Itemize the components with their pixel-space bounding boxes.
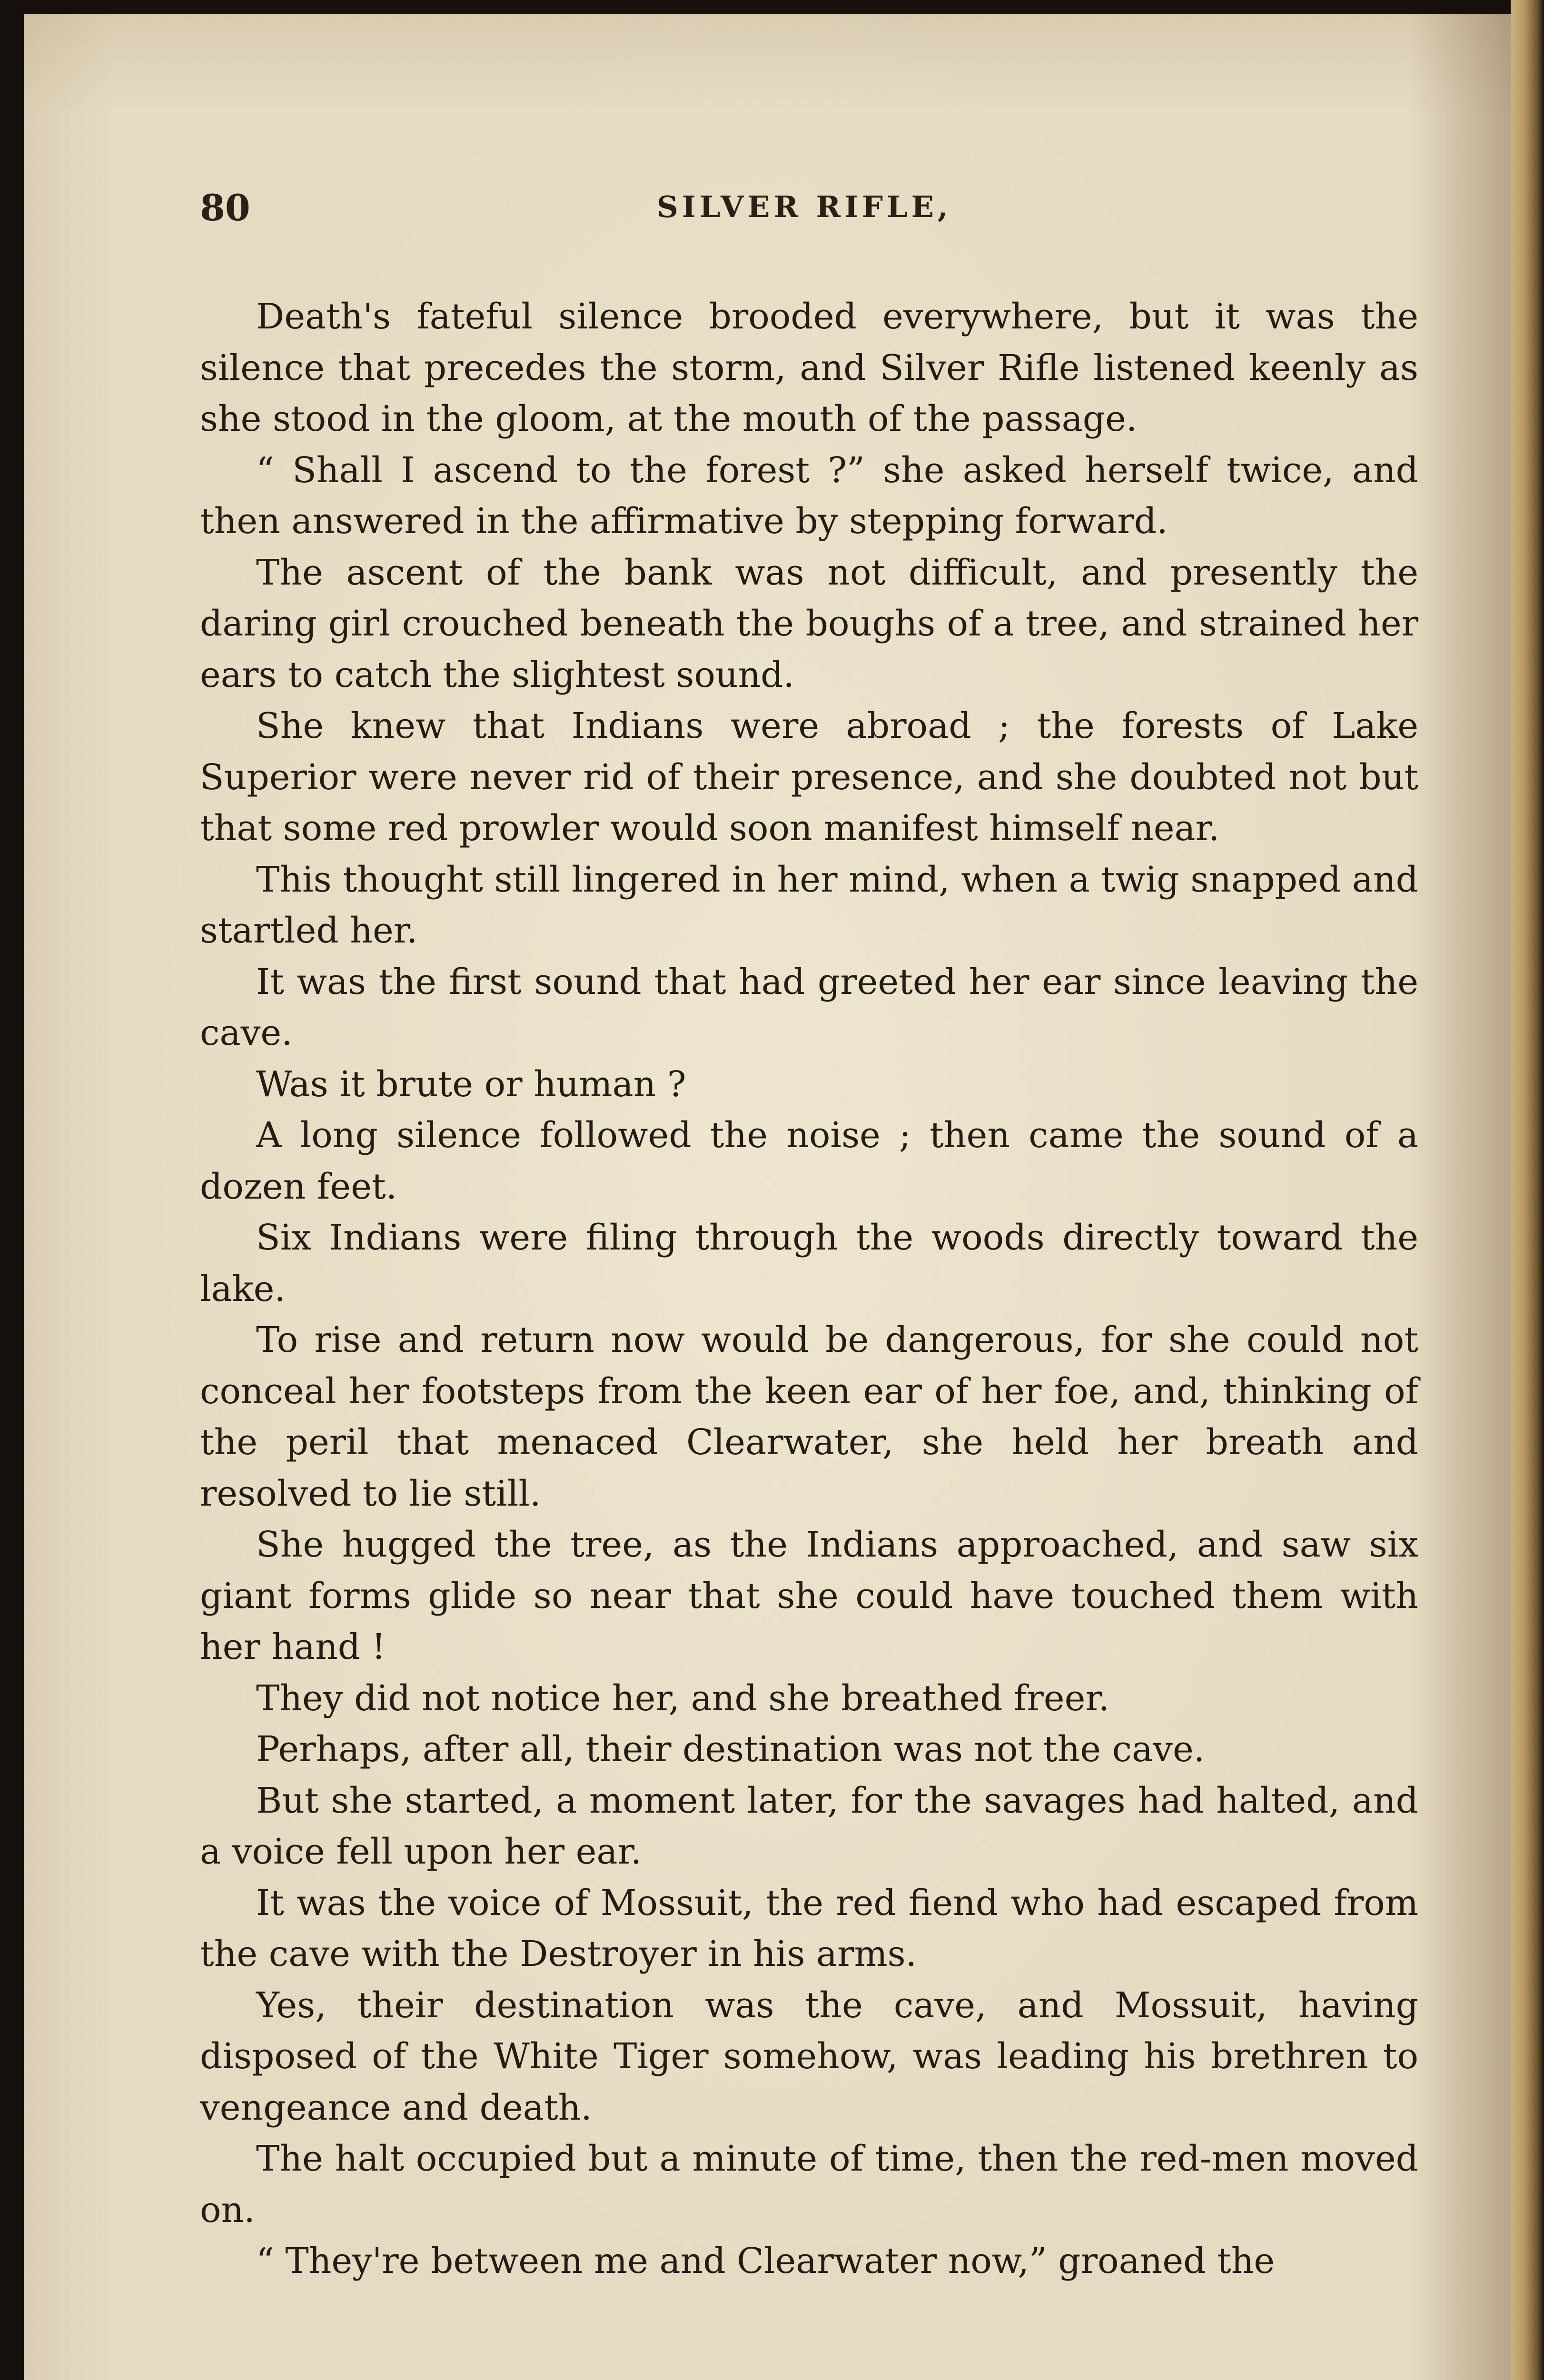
paragraph: Yes, their destination was the cave, and Mossuit, having disposed of the White Tiger somehow, was leading his brethren to vengeance and death. [200,1984,1418,2128]
paragraph: But she started, a moment later, for the savages had halted, and a voice fell upon her ear. [200,1780,1418,1872]
paragraph: This thought still lingered in her mind, when a twig snapped and startled her. [200,859,1418,951]
paragraph: “ Shall I ascend to the forest ?” she asked herself twice, and then answered in the affirmative by stepping forward. [200,449,1418,542]
paragraph: Perhaps, after all, their destination was not the cave. [256,1729,1205,1770]
paragraph: They did not notice her, and she breathed freer. [256,1677,1110,1719]
paragraph: It was the first sound that had greeted her ear since leaving the cave. [200,961,1418,1053]
paragraph: The ascent of the bank was not difficult, and presently the daring girl crouched beneath the boughs of a tree, and strained her ears to catch the slightest sound. [200,552,1418,695]
paragraph: Death's fateful silence brooded everywhere, but it was the silence that precedes the storm, and Silver Rifle listened keenly as she stood in the gloom, at the mouth of the passage. [200,296,1418,439]
paragraph: She knew that Indians were abroad ; the forests of Lake Superior were never rid of their presence, and she doubted not but that some red prowler would soon manifest himself near. [200,705,1418,849]
paragraph: Six Indians were filing through the woods directly toward the lake. [200,1217,1418,1309]
paragraph: It was the voice of Mossuit, the red fiend who had escaped from the cave with the Destroyer in his arms. [200,1882,1418,1974]
page-header [200,187,1418,244]
paragraph: Was it brute or human ? [256,1063,686,1105]
paragraph: “ They're between me and Clearwater now,” groaned the [256,2241,1275,2281]
paragraph: A long silence followed the noise ; then came the sound of a dozen feet. [200,1115,1418,1207]
paragraph: To rise and return now would be dangerous, for she could not conceal her footsteps from the keen ear of her foe, and, thinking of the peril that menaced Clearwater, she held her breath and resolved to lie still. [200,1319,1418,1514]
body-text [200,291,1418,2287]
running-head: SILVER RIFLE, [657,189,952,224]
paragraph: She hugged the tree, as the Indians approached, and saw six giant forms glide so near that she could have touched them with her hand ! [200,1524,1418,1667]
paragraph: The halt occupied but a minute of time, then the red-men moved on. [200,2138,1418,2231]
page-number: 80 [200,187,250,229]
book-spine-edge [1511,0,1544,2380]
